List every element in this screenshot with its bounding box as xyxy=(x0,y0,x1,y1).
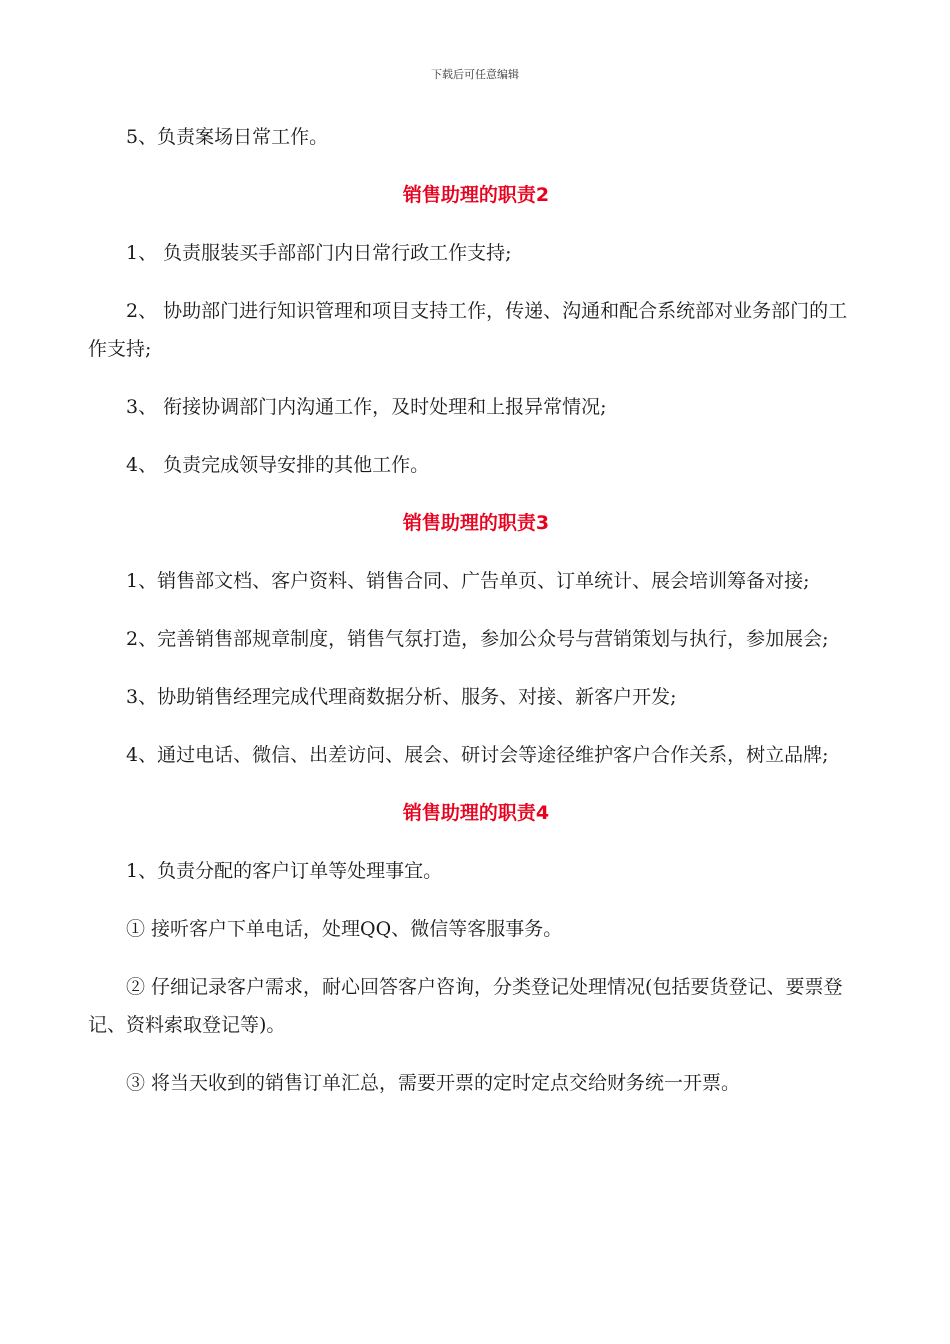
paragraph: ② 仔细记录客户需求，耐心回答客户咨询，分类登记处理情况(包括要货登记、要票登记、资料索取登记等)。 xyxy=(88,976,843,1036)
section-heading: 销售助理的职责3 xyxy=(402,512,550,534)
paragraph: 4、通过电话、微信、出差访问、展会、研讨会等途径维护客户合作关系，树立品牌; xyxy=(126,744,829,766)
section-heading: 销售助理的职责2 xyxy=(402,184,550,206)
paragraph: 4、 负责完成领导安排的其他工作。 xyxy=(126,454,430,476)
paragraph: 3、协助销售经理完成代理商数据分析、服务、对接、新客户开发; xyxy=(126,686,677,708)
paragraph: ① 接听客户下单电话，处理QQ、微信等客服事务。 xyxy=(126,918,563,940)
paragraph: 2、完善销售部规章制度，销售气氛打造，参加公众号与营销策划与执行，参加展会; xyxy=(126,628,829,650)
document-body xyxy=(88,118,864,1122)
paragraph: 1、销售部文档、客户资料、销售合同、广告单页、订单统计、展会培训筹备对接; xyxy=(126,570,810,592)
paragraph: 1、 负责服装买手部部门内日常行政工作支持; xyxy=(126,242,512,264)
paragraph: ③ 将当天收到的销售订单汇总，需要开票的定时定点交给财务统一开票。 xyxy=(126,1072,741,1094)
page-header: 下载后可任意编辑 xyxy=(431,68,519,81)
paragraph: 5、负责案场日常工作。 xyxy=(126,126,329,148)
paragraph: 2、 协助部门进行知识管理和项目支持工作，传递、沟通和配合系统部对业务部门的工作支持; xyxy=(88,300,848,360)
paragraph: 3、 衔接协调部门内沟通工作，及时处理和上报异常情况; xyxy=(126,396,607,418)
paragraph: 1、负责分配的客户订单等处理事宜。 xyxy=(126,860,443,882)
section-heading: 销售助理的职责4 xyxy=(402,802,550,824)
